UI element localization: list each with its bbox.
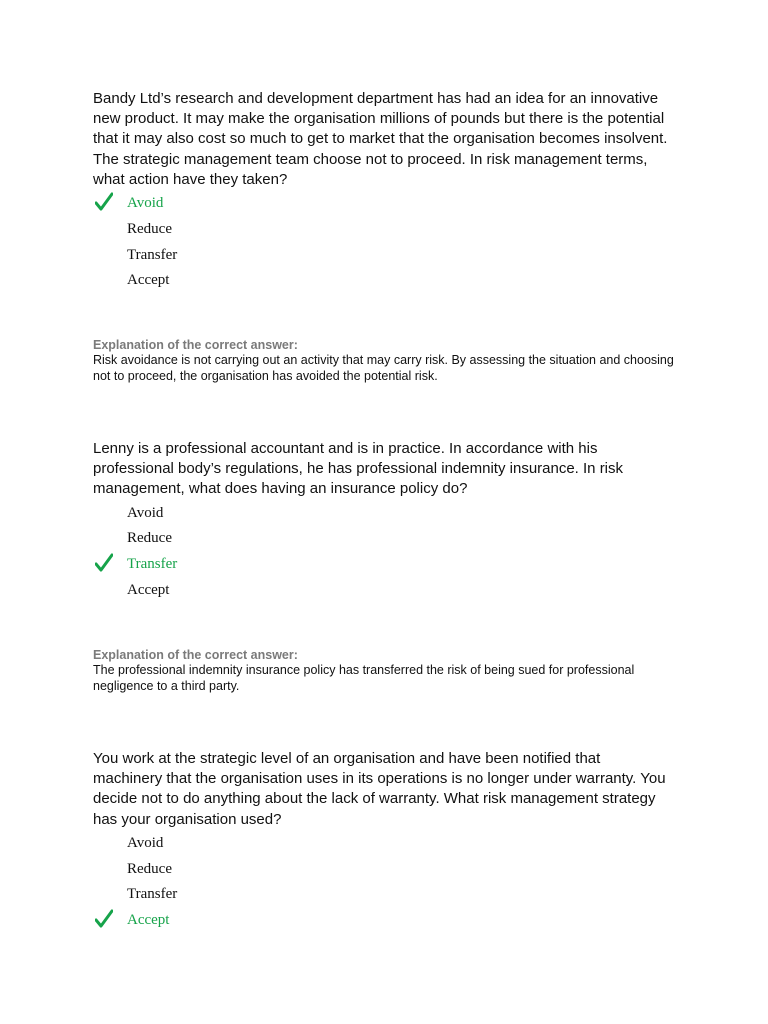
question-3 [93, 749, 673, 937]
option-label: Reduce [127, 220, 172, 237]
question-1-option-transfer[interactable] [93, 246, 673, 272]
question-2-option-avoid[interactable] [93, 504, 673, 530]
question-3-option-avoid[interactable] [93, 834, 673, 860]
question-2-option-transfer[interactable] [93, 555, 673, 581]
question-3-option-reduce[interactable] [93, 860, 673, 886]
question-3-option-accept[interactable] [93, 911, 673, 937]
option-label: Reduce [127, 530, 172, 547]
question-2 [93, 439, 673, 607]
question-2-text: Lenny is a professional accountant and is in practice. In accordance with his professional body’s regulations, he has professional indemnity insurance. In risk management, what does having an insurance policy do? [93, 440, 624, 498]
question-2-option-accept[interactable] [93, 581, 673, 607]
question-2-option-reduce[interactable] [93, 529, 673, 555]
question-3-options [93, 834, 673, 937]
option-label: Avoid [127, 834, 164, 851]
explanation-text: Risk avoidance is not carrying out an activity that may carry risk. By assessing the situation and choosing not to proceed, the organisation has avoided the potential risk. [93, 353, 674, 383]
option-label: Transfer [127, 556, 178, 573]
option-label: Accept [127, 912, 170, 929]
option-label: Accept [127, 272, 170, 289]
question-3-option-transfer[interactable] [93, 885, 673, 911]
question-1-option-accept[interactable] [93, 271, 673, 297]
option-label: Avoid [127, 195, 164, 212]
option-label: Accept [127, 582, 170, 598]
question-1-option-reduce[interactable] [93, 220, 673, 246]
option-label: Transfer [127, 246, 178, 263]
explanation-2 [93, 648, 693, 694]
question-2-options [93, 504, 673, 607]
checkmark-icon [95, 553, 113, 573]
explanation-1 [93, 338, 693, 384]
question-1 [93, 89, 673, 297]
option-label: Transfer [127, 886, 178, 903]
question-1-option-avoid[interactable] [93, 194, 673, 220]
question-3-text: You work at the strategic level of an organisation and have been notified that machinery that the organisation uses in its operations is no longer under warranty. You decide not to do anything about the lack of warranty. What risk management strategy has your organisation used? [93, 750, 666, 828]
option-label: Avoid [127, 504, 164, 521]
option-label: Reduce [127, 860, 172, 877]
explanation-heading: Explanation of the correct answer: [93, 338, 298, 352]
explanation-heading: Explanation of the correct answer: [93, 648, 298, 662]
checkmark-icon [95, 909, 113, 929]
question-1-text: Bandy Ltd’s research and development department has had an idea for an innovative new product. It may make the organisation millions of pounds but there is the potential that it may also cost so much to get to market that the organisation becomes insolvent. The strategic management team choose not to proceed. In risk management terms, what action have they taken? [93, 90, 668, 188]
question-1-options [93, 194, 673, 297]
checkmark-icon [95, 192, 113, 212]
explanation-text: The professional indemnity insurance policy has transferred the risk of being sued for professional negligence to a third party. [93, 663, 635, 693]
